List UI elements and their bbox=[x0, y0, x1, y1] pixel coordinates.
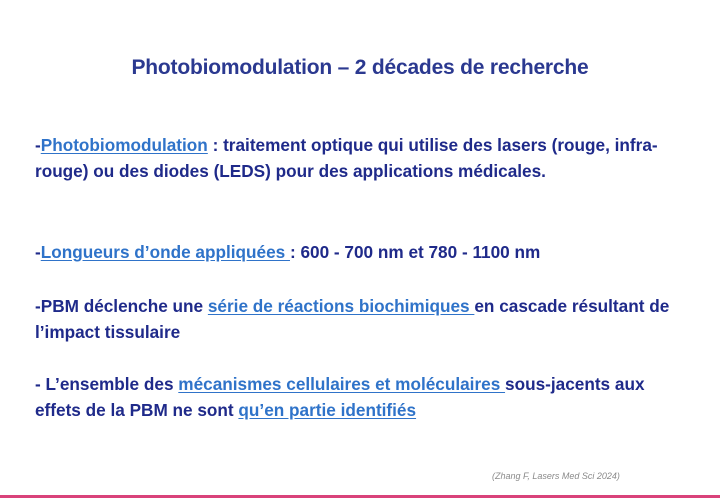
bullet-lead: - bbox=[35, 242, 41, 262]
bullet-lead: - bbox=[35, 135, 41, 155]
bullet-text: en cascade résultant de l’impact tissulaire bbox=[35, 296, 670, 342]
citation: (Zhang F, Lasers Med Sci 2024) bbox=[492, 471, 620, 481]
slide-title: Photobiomodulation – 2 décades de recherche bbox=[131, 56, 589, 79]
bullet-lead: -PBM déclenche une bbox=[35, 296, 208, 316]
term-mechanisms: mécanismes cellulaires et moléculaires bbox=[178, 374, 506, 394]
term-biochemical-reactions: série de réactions biochimiques bbox=[207, 296, 475, 316]
bullet-lead: - L’ensemble des bbox=[35, 374, 179, 394]
term-partially-identified: qu’en partie identifiés bbox=[238, 400, 417, 420]
bullet-text: : 600 - 700 nm et 780 - 1100 nm bbox=[289, 242, 541, 262]
bullet-text: sous-jacents aux effets de la PBM ne sont bbox=[35, 374, 645, 420]
bullet-text: : traitement optique qui utilise des lasers (rouge, infra-rouge) ou des diodes (LEDS) pour des applications médicales. bbox=[35, 135, 658, 181]
term-wavelengths: Longueurs d’onde appliquées bbox=[40, 242, 290, 262]
bullet-reactions bbox=[35, 293, 695, 345]
bullet-wavelengths bbox=[35, 239, 695, 265]
term-photobiomodulation: Photobiomodulation bbox=[40, 135, 208, 155]
bullet-mechanisms bbox=[35, 371, 695, 423]
bullet-definition bbox=[35, 132, 695, 184]
